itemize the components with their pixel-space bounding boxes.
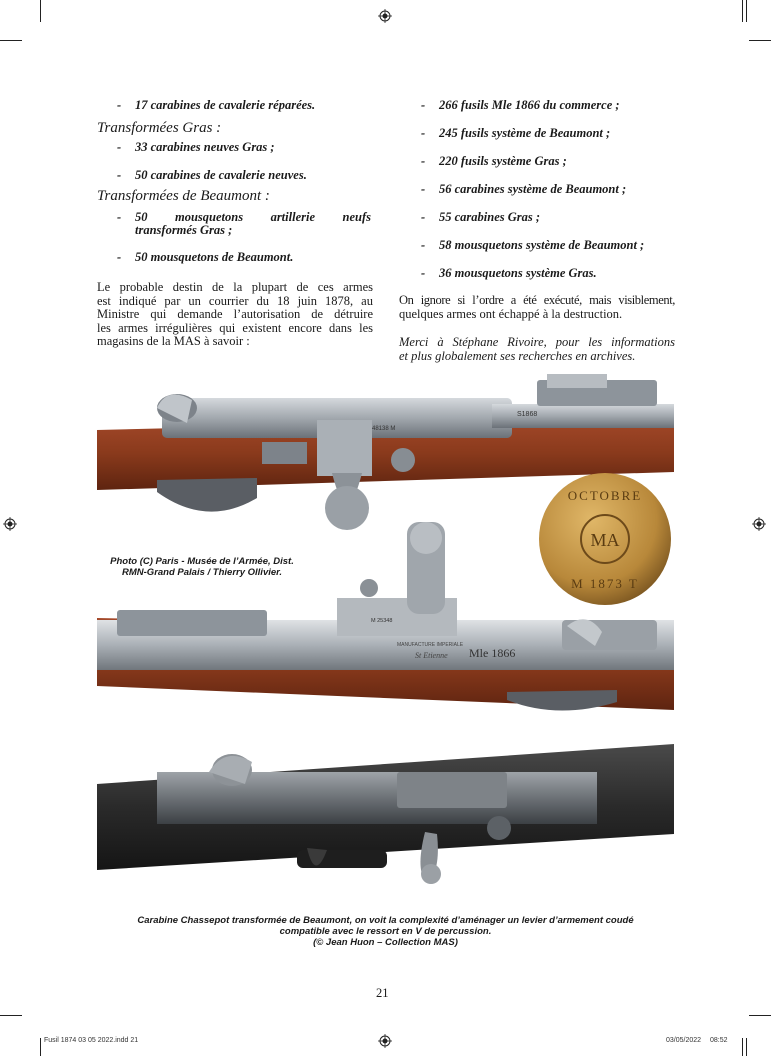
registration-mark-icon <box>752 517 766 531</box>
serial-engraving: M 25348 <box>371 618 393 624</box>
crop-mark <box>742 1038 743 1056</box>
slug-date: 03/05/2022 <box>666 1037 702 1044</box>
svg-text:48138 M: 48138 M <box>372 426 396 432</box>
crop-mark <box>749 40 771 41</box>
list-item: - 50 mousquetons de Beaumont. <box>117 250 294 264</box>
rifle-photo-bottom <box>97 742 674 892</box>
crop-mark <box>746 0 747 22</box>
list-item: - 50 mousquetons artillerie neufs <box>117 210 371 224</box>
list-item: - 17 carabines de cavalerie réparées. <box>117 98 316 112</box>
rifle-photo-middle <box>97 520 674 720</box>
crop-mark <box>749 1015 771 1016</box>
slug-time: 08:52 <box>710 1037 728 1044</box>
section-heading-beaumont: Transformées de Beaumont : <box>97 188 270 204</box>
list-item: - 266 fusils Mle 1866 du commerce ; <box>421 98 620 112</box>
medallion-bottom-text: M 1873 T <box>571 576 639 591</box>
figure-caption: Carabine Chassepot transformée de Beaumont, on voit la complexité d’aménager un levier d’armement coudé compatible avec le ressort en V de percussion. (© Jean Huon – Collection MAS) <box>137 915 634 948</box>
page-number: 21 <box>376 986 389 1000</box>
serial-engraving: S1868 <box>517 411 538 418</box>
list-item: - 245 fusils système de Beaumont ; <box>421 126 611 140</box>
list-item: - 56 carabines système de Beaumont ; <box>421 182 627 196</box>
crop-mark <box>40 0 41 22</box>
medallion-center-text: MA <box>590 530 620 550</box>
list-item-continuation: transformés Gras ; <box>135 223 233 237</box>
crop-mark <box>742 0 743 22</box>
registration-mark-icon <box>378 9 392 23</box>
registration-mark-icon <box>378 1034 392 1048</box>
list-item: - 220 fusils système Gras ; <box>421 154 567 168</box>
list-item: - 50 carabines de cavalerie neuves. <box>117 168 307 182</box>
crop-mark <box>746 1038 747 1056</box>
medallion-top-text: OCTOBRE <box>567 488 643 503</box>
crop-mark <box>0 1015 22 1016</box>
crop-mark <box>0 40 22 41</box>
list-item: - 58 mousquetons système de Beaumont ; <box>421 238 645 252</box>
list-item: - 33 carabines neuves Gras ; <box>117 140 275 154</box>
model-engraving: Mle 1866 <box>469 646 516 660</box>
body-paragraph: Le probable destin de la plupart de ces armes est indiqué par un courrier du 18 juin 1878, au Ministre qui demande l’autorisation de détruire les armes irrégulières qui existent encore dans les magasins de la MAS à savoir : <box>97 280 373 348</box>
section-heading-gras: Transformées Gras : <box>97 120 222 136</box>
list-item: - 55 carabines Gras ; <box>421 210 541 224</box>
body-paragraph: On ignore si l’ordre a été exécuté, mais visiblement, quelques armes ont échappé à la destruction. <box>399 293 675 321</box>
maker-engraving-city: St Etienne <box>415 651 448 660</box>
list-item: - 36 mousquetons système Gras. <box>421 266 597 280</box>
acknowledgement: Merci à Stéphane Rivoire, pour les informations et plus globalement ses recherches en archives. <box>399 335 675 363</box>
photo-credit: Photo (C) Paris - Musée de l’Armée, Dist. RMN-Grand Palais / Thierry Ollivier. <box>110 556 294 578</box>
maker-engraving: MANUFACTURE IMPERIALE <box>397 642 464 648</box>
crop-mark <box>40 1038 41 1056</box>
registration-mark-icon <box>3 517 17 531</box>
slug-filename: Fusil 1874 03 05 2022.indd 21 <box>44 1037 139 1044</box>
